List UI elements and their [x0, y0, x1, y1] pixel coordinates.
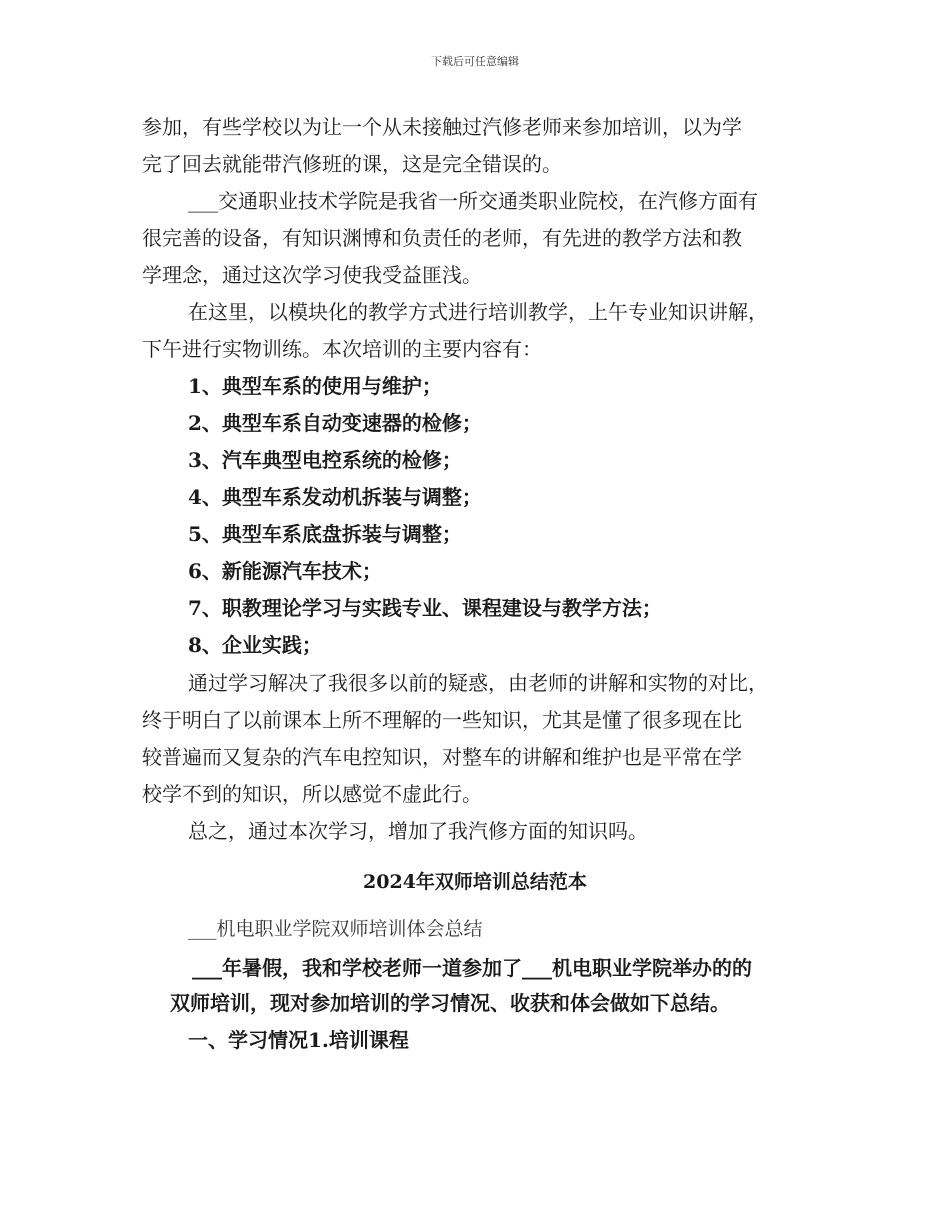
section-title: 2024年双师培训总结范本	[363, 871, 587, 893]
body-text-line: 学理念，通过这次学习使我受益匪浅。	[142, 263, 482, 287]
intro-text-line: 双师培训，现对参加培训的学习情况、收获和体会做如下总结。	[170, 991, 730, 1015]
list-item: 1、典型车系的使用与维护；	[188, 374, 442, 398]
list-item: 7、职教理论学习与实践专业、课程建设与教学方法；	[188, 596, 662, 620]
body-text-line: 参加，有些学校以为让一个从未接触过汽修老师来参加培训，以为学	[142, 115, 742, 139]
body-text-line: 下午进行实物训练。本次培训的主要内容有：	[142, 337, 542, 361]
body-text-line: ___交通职业技术学院是我省一所交通类职业院校，在汽修方面有	[188, 189, 758, 213]
body-text-line: 总之，通过本次学习，增加了我汽修方面的知识吗。	[188, 819, 648, 843]
body-text-line: 很完善的设备，有知识渊博和负责任的老师，有先进的教学方法和教	[142, 226, 742, 250]
body-text-line: 较普遍而又复杂的汽车电控知识，对整车的讲解和维护也是平常在学	[142, 745, 742, 769]
body-text-line: 完了回去就能带汽修班的课，这是完全错误的。	[142, 152, 562, 176]
list-item: 8、企业实践；	[188, 633, 322, 657]
heading-learning-situation: 一、学习情况1.培训课程	[188, 1028, 409, 1052]
body-text-line: 校学不到的知识，所以感觉不虚此行。	[142, 782, 482, 806]
list-item: 5、典型车系底盘拆装与调整；	[188, 522, 462, 546]
intro-text-line: ___年暑假，我和学校老师一道参加了___机电职业学院举办的的	[192, 956, 752, 980]
list-item: 4、典型车系发动机拆装与调整；	[188, 485, 482, 509]
list-item: 6、新能源汽车技术；	[188, 559, 382, 583]
list-item: 2、典型车系自动变速器的检修；	[188, 411, 482, 435]
list-item: 3、汽车典型电控系统的检修；	[188, 448, 462, 472]
body-text-line: 在这里，以模块化的教学方式进行培训教学，上午专业知识讲解，	[188, 300, 768, 324]
subtitle: ___机电职业学院双师培训体会总结	[188, 918, 483, 940]
body-text-line: 终于明白了以前课本上所不理解的一些知识，尤其是懂了很多现在比	[142, 708, 742, 732]
body-text-line: 通过学习解决了我很多以前的疑惑，由老师的讲解和实物的对比，	[188, 671, 768, 695]
page-header: 下载后可任意编辑	[431, 55, 519, 68]
